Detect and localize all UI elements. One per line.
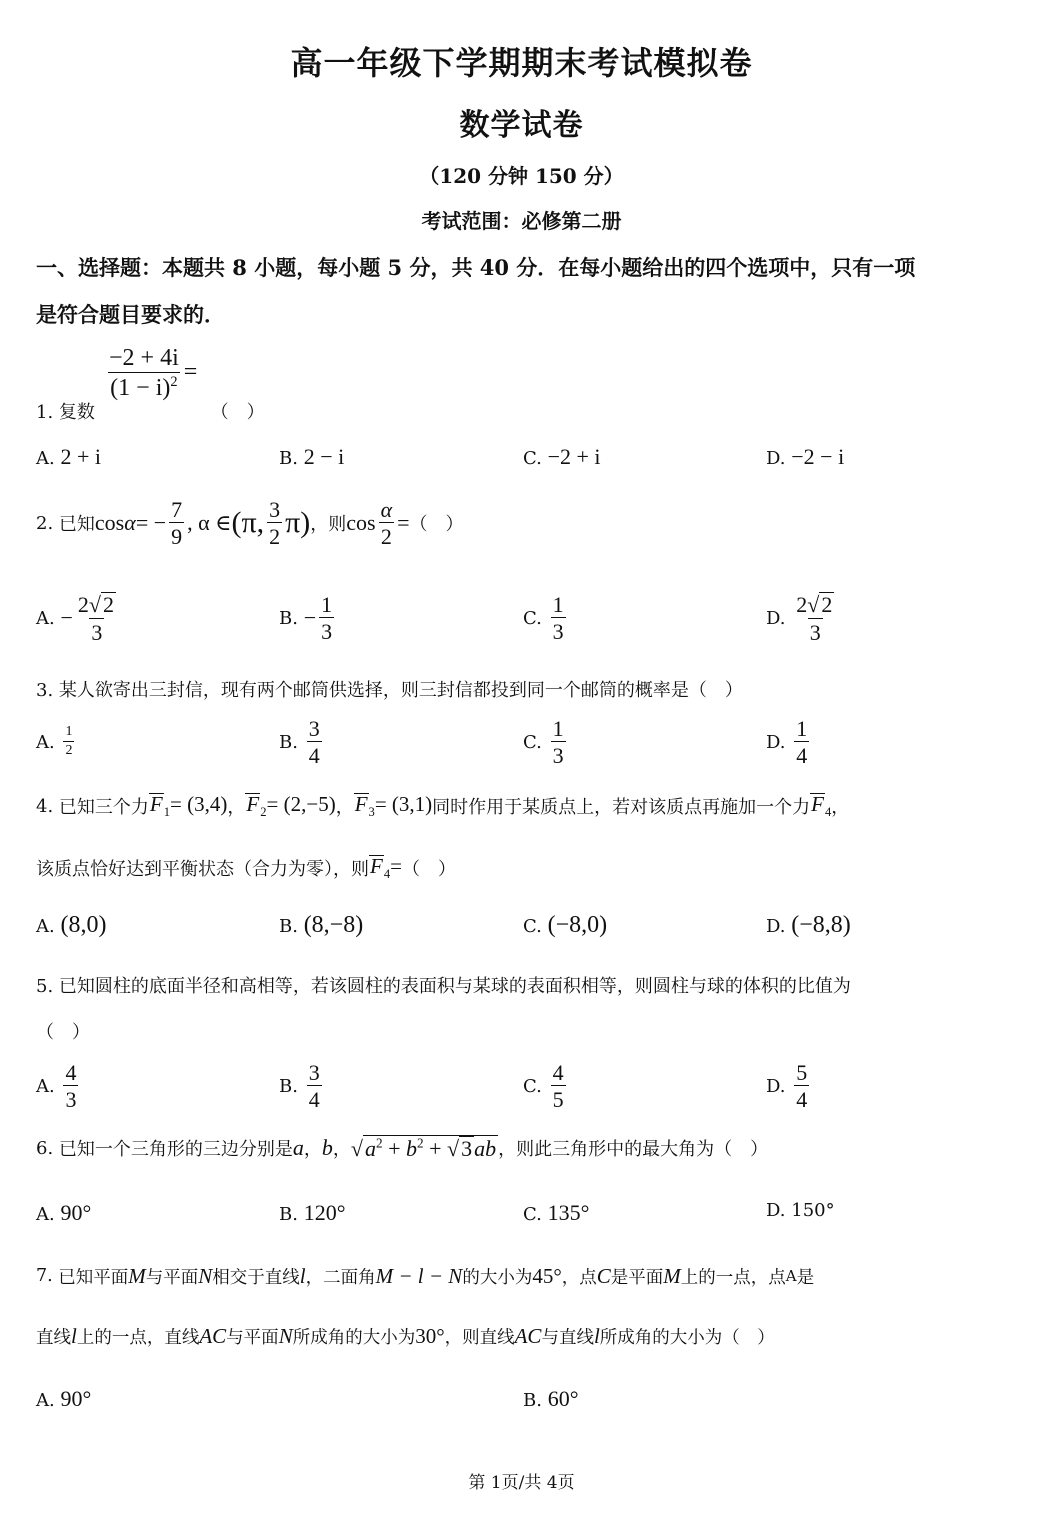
q5-option-c[interactable] <box>523 1056 569 1116</box>
q3-option-d[interactable] <box>766 712 812 772</box>
option-sign: − <box>303 605 317 630</box>
option-value: (8,0) <box>60 912 107 938</box>
q3-number: 3. <box>36 680 54 701</box>
option-letter: D. <box>766 448 786 469</box>
option-num: 5 <box>796 1059 808 1085</box>
q4-force-f2: $F_2= (2,-5)$ <box>246 791 336 820</box>
q7-line-l3: l <box>593 1323 600 1348</box>
option-letter: B. <box>279 607 298 629</box>
q7-dihedral: M − l − N <box>375 1263 463 1288</box>
q1-expression <box>104 346 197 401</box>
q4-force-f1: $F_1= (3,4)$ <box>149 791 228 820</box>
q7-text: ，点 <box>561 1267 597 1288</box>
q4-pre: 已知三个力 <box>58 797 149 818</box>
q4-force-f4-ask: $F_4=$ <box>370 853 402 882</box>
q7-text: 是 <box>796 1267 815 1288</box>
q3-option-c[interactable] <box>523 712 569 772</box>
q4-option-d[interactable] <box>766 912 851 939</box>
option-letter: A. <box>36 1075 55 1097</box>
q7-text: 已知平面 <box>58 1267 129 1288</box>
option-value: (8,−8) <box>303 912 364 938</box>
option-num: 4 <box>65 1059 77 1085</box>
option-num: 3 <box>308 715 320 741</box>
option-letter: C. <box>523 1075 542 1097</box>
q5-stem <box>36 972 851 998</box>
q6-option-d[interactable] <box>766 1200 835 1221</box>
q4-sep2: ， <box>335 797 354 818</box>
q2-option-b[interactable] <box>279 588 337 648</box>
section-heading-line2: 是符合题目要求的． <box>36 302 225 327</box>
option-value: 150° <box>791 1200 835 1221</box>
option-letter: D. <box>766 1200 786 1221</box>
option-letter: A. <box>36 448 55 469</box>
q7-text: 是平面 <box>610 1267 664 1288</box>
page-number: 第 1页/共 4页 <box>468 1473 575 1493</box>
q7-text: 与直线 <box>541 1327 594 1348</box>
option-num: 1 <box>65 724 73 740</box>
q7-text: 所成角的大小为 <box>292 1327 416 1348</box>
q7-line-l: l <box>299 1263 306 1288</box>
q2-cos2: cos <box>346 510 376 535</box>
option-letter: D. <box>766 607 786 629</box>
q4-option-c[interactable] <box>523 912 607 939</box>
q4-line2-pre: 该质点恰好达到平衡状态（合力为零），则 <box>36 859 369 880</box>
option-letter: A. <box>36 607 55 629</box>
option-radicand: 2 <box>821 592 833 618</box>
option-letter: B. <box>523 1390 542 1411</box>
q1-frac-denominator: (1 − i) <box>110 375 171 402</box>
q3-option-a[interactable] <box>36 712 77 772</box>
q4-force-f3: $F_3= (3,1)$ <box>354 791 433 820</box>
option-letter: C. <box>523 916 542 937</box>
q7-text: 与平面 <box>226 1327 279 1348</box>
q2-frac1-den: 9 <box>171 524 183 549</box>
option-radicand: 2 <box>102 592 114 618</box>
q2-frac3-num: α <box>380 496 393 522</box>
q7-angle-45: 45° <box>532 1263 562 1288</box>
q2-interval-right: π) <box>285 506 311 539</box>
q7-plane-n2: N <box>278 1323 293 1348</box>
option-value: −2 − i <box>791 444 845 469</box>
q2-frac3-den: 2 <box>380 524 392 549</box>
q4-number: 4. <box>36 795 54 817</box>
option-value: −2 + i <box>547 444 601 469</box>
option-letter: D. <box>766 731 786 753</box>
option-value: 90° <box>60 1386 92 1411</box>
option-letter: A. <box>36 1390 55 1411</box>
q1-option-d[interactable] <box>766 444 844 470</box>
q1-number: 1. <box>36 402 54 423</box>
q2-interval-left: (π, <box>231 506 265 539</box>
q1-equals: = <box>183 359 198 386</box>
option-num: 1 <box>796 715 808 741</box>
q2-frac2-den: 2 <box>269 524 281 549</box>
option-den: 5 <box>552 1087 564 1112</box>
q5-paren: （ ） <box>36 1022 90 1043</box>
q1-frac-numerator: −2 + 4i <box>109 345 179 371</box>
q7-plane-m: M <box>128 1263 146 1288</box>
option-value: 135° <box>547 1200 590 1225</box>
q7-stem-line2 <box>36 1320 775 1352</box>
q4-stem-line1 <box>36 788 849 824</box>
option-num: 1 <box>552 591 564 617</box>
q7-point-c: C <box>596 1263 611 1288</box>
q2-paren: （ ） <box>409 514 464 535</box>
q6-number: 6. <box>36 1137 54 1159</box>
q6-sep2: ， <box>332 1139 351 1160</box>
q7-plane-n: N <box>198 1263 213 1288</box>
q2-eq: = <box>397 510 410 535</box>
q6-side-c: $√a^2 + b^2 + √3ab$ <box>350 1135 497 1161</box>
option-sign: − <box>60 605 73 630</box>
q7-text: 的大小为 <box>462 1267 533 1288</box>
option-coef: 2 <box>77 592 89 618</box>
option-letter: C. <box>523 448 542 469</box>
q7-option-b[interactable] <box>523 1386 579 1412</box>
q4-mid: 同时作用于某质点上，若对该质点再施加一个力 <box>432 797 811 818</box>
q1-text: 复数 <box>58 402 95 423</box>
q2-stem <box>36 493 464 553</box>
q4-option-b[interactable] <box>279 912 363 939</box>
option-coef: 2 <box>796 592 808 618</box>
option-letter: C. <box>523 731 542 753</box>
option-value: (−8,8) <box>791 912 851 938</box>
q5-option-b[interactable] <box>279 1056 325 1116</box>
option-den: 3 <box>321 619 333 644</box>
option-den: 2 <box>65 743 73 758</box>
q4-end1: ， <box>831 797 850 818</box>
q6-side-a: a <box>292 1135 304 1160</box>
q2-option-a[interactable]: A. − $\frac{2√2}{3}$ <box>36 592 114 645</box>
q6-option-c[interactable] <box>523 1200 589 1226</box>
q2-option-c[interactable] <box>523 588 569 648</box>
q1-option-c[interactable] <box>523 444 601 470</box>
q1-stem <box>36 398 265 424</box>
q7-line-l2: l <box>71 1323 77 1348</box>
q7-point-a: A <box>785 1267 797 1285</box>
q7-text: ，则直线 <box>444 1327 515 1348</box>
q7-line-ac2: AC <box>514 1323 542 1348</box>
q5-option-a[interactable] <box>36 1056 81 1116</box>
option-num: 3 <box>308 1059 320 1085</box>
q4-paren: （ ） <box>401 859 456 880</box>
subject-title: 数学试卷 <box>459 108 584 143</box>
option-den: 4 <box>796 1087 808 1112</box>
option-value: 2 + i <box>60 444 101 469</box>
q7-text: 与平面 <box>145 1267 199 1288</box>
option-letter: B. <box>279 1204 298 1225</box>
q2-eq-neg: = − <box>135 510 167 535</box>
q7-text: 上的一点，直线 <box>76 1327 200 1348</box>
q3-stem <box>36 676 743 702</box>
option-num: 1 <box>321 591 333 617</box>
option-letter: A. <box>36 1204 55 1225</box>
q6-sep1: ， <box>303 1139 322 1160</box>
q5-text: 已知圆柱的底面半径和高相等，若该圆柱的表面积与某球的表面积相等，则圆柱与球的体积的比值为 <box>58 976 851 997</box>
q7-plane-m2: M <box>663 1263 681 1288</box>
q1-option-b[interactable] <box>279 444 344 470</box>
q2-alpha: α <box>124 510 136 535</box>
q2-frac2-num: 3 <box>269 496 281 522</box>
q1-option-a[interactable] <box>36 444 101 470</box>
q4-stem-line2 <box>36 852 456 884</box>
q5-number: 5. <box>36 976 54 997</box>
q7-text: 上的一点，点 <box>680 1267 786 1288</box>
option-den: 3 <box>552 619 564 644</box>
q7-text: 直线 <box>36 1327 71 1348</box>
q6-stem <box>36 1128 768 1168</box>
q7-option-a[interactable] <box>36 1386 91 1412</box>
option-value: (−8,0) <box>547 912 608 938</box>
q7-number: 7. <box>36 1266 53 1286</box>
option-den: 3 <box>809 619 821 645</box>
q2-pre: 已知 <box>58 514 95 535</box>
q4-option-a[interactable] <box>36 912 106 939</box>
q6-pre: 已知一个三角形的三边分别是 <box>58 1139 293 1160</box>
q2-option-d[interactable]: D. $\frac{2√2}{3}$ <box>766 592 833 645</box>
option-value: 90° <box>60 1200 92 1225</box>
q7-text: 所成角的大小为（ ） <box>599 1327 775 1348</box>
q6-option-b[interactable] <box>279 1200 346 1226</box>
option-den: 4 <box>308 1087 320 1112</box>
q7-line-ac: AC <box>199 1323 227 1348</box>
option-letter: B. <box>279 448 298 469</box>
q4-force-f4: $F_4$ <box>811 791 832 820</box>
section-heading-line1: 一、选择题：本题共 8 小题，每小题 5 分，共 40 分．在每小题给出的四个选项中，只有一项 <box>36 255 916 280</box>
option-letter: C. <box>523 1204 542 1225</box>
q2-comma-in: , α ∈ <box>187 510 232 535</box>
option-den: 3 <box>91 619 103 645</box>
q7-text: 相交于直线 <box>212 1267 300 1288</box>
time-score: （120 分钟 150 分） <box>419 164 624 188</box>
q6-post: ，则此三角形中的最大角为（ ） <box>498 1139 769 1160</box>
q2-cos: cos <box>94 510 125 535</box>
q1-den-exponent: 2 <box>170 374 178 391</box>
option-letter: D. <box>766 1075 786 1097</box>
option-letter: B. <box>279 731 298 753</box>
option-letter: B. <box>279 916 298 937</box>
option-num: 1 <box>552 715 564 741</box>
option-letter: D. <box>766 916 786 937</box>
q2-number: 2. <box>36 512 54 534</box>
q6-option-a[interactable] <box>36 1200 91 1226</box>
option-value: 2 − i <box>303 444 345 469</box>
option-num: 4 <box>552 1059 564 1085</box>
option-den: 4 <box>308 743 320 768</box>
option-den: 3 <box>552 743 564 768</box>
q5-option-d[interactable] <box>766 1056 812 1116</box>
option-den: 4 <box>796 743 808 768</box>
option-letter: A. <box>36 731 55 753</box>
exam-scope: 考试范围：必修第二册 <box>421 209 622 233</box>
q1-paren: （ ） <box>210 402 265 423</box>
q3-option-b[interactable] <box>279 712 325 772</box>
option-den: 3 <box>65 1087 77 1112</box>
q2-frac1-num: 7 <box>171 496 183 522</box>
q4-sep1: ， <box>227 797 246 818</box>
option-value: 60° <box>547 1386 579 1411</box>
option-letter: B. <box>279 1075 298 1097</box>
option-letter: C. <box>523 607 542 629</box>
q3-text: 某人欲寄出三封信，现有两个邮筒供选择，则三封信都投到同一个邮筒的概率是（ ） <box>58 680 743 701</box>
option-letter: A. <box>36 916 55 937</box>
q2-then: ，则 <box>310 514 347 535</box>
q7-text: ，二面角 <box>305 1267 376 1288</box>
q7-stem-line1 <box>36 1260 814 1292</box>
exam-title: 高一年级下学期期末考试模拟卷 <box>290 44 753 82</box>
option-value: 120° <box>303 1200 346 1225</box>
q7-angle-30: 30° <box>415 1323 445 1348</box>
q6-side-b: b <box>321 1135 333 1160</box>
